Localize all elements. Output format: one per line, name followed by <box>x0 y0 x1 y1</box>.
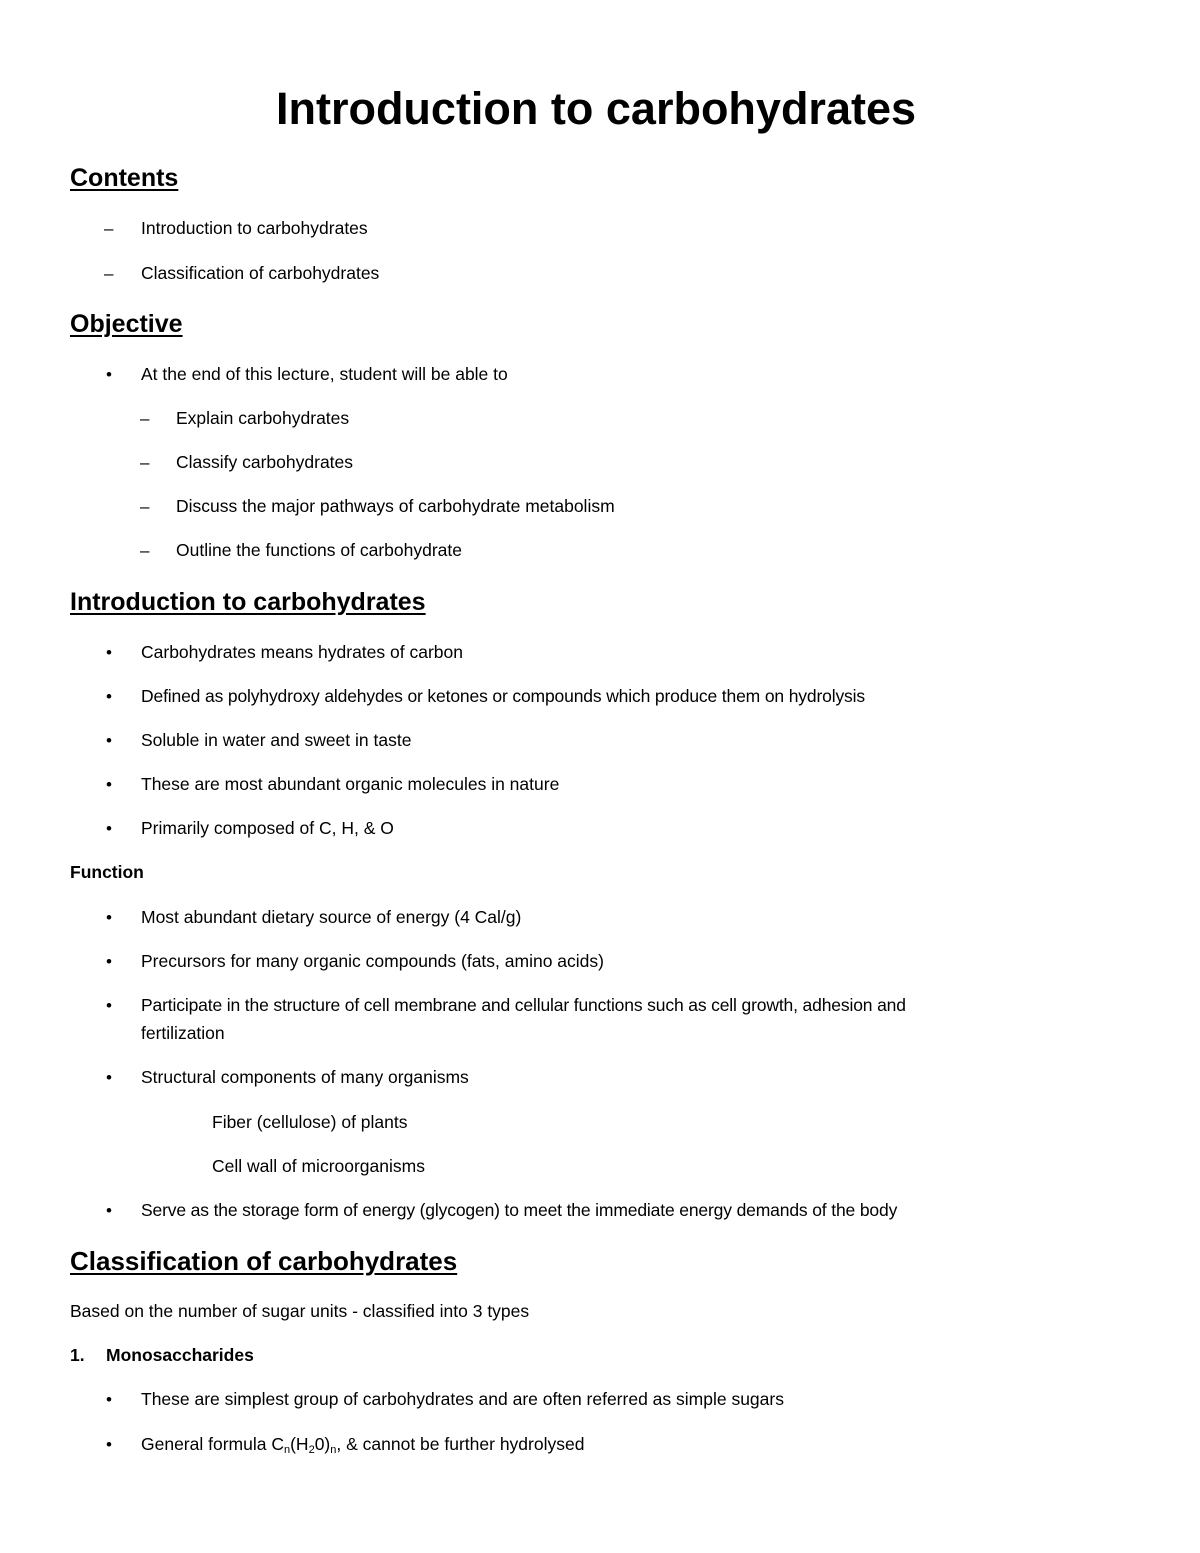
general-formula-line <box>141 1436 584 1454</box>
formula-subscript-n: n <box>283 1444 291 1456</box>
bullet-marker: • <box>106 775 112 794</box>
dash-marker: – <box>104 219 114 238</box>
classification-intro: Based on the number of sugar units - classified into 3 types <box>70 1301 530 1321</box>
contents-heading: Contents <box>70 164 179 192</box>
bullet-marker: • <box>106 819 112 838</box>
objective-item: Explain carbohydrates <box>176 408 350 428</box>
bullet-marker: • <box>106 1201 112 1220</box>
introduction-heading: Introduction to carbohydrates <box>70 588 426 616</box>
objective-item: Classify carbohydrates <box>176 452 354 472</box>
bullet-marker: • <box>106 731 112 750</box>
dash-marker: – <box>140 453 150 472</box>
function-sub-item: Cell wall of microorganisms <box>212 1156 425 1176</box>
dash-marker: – <box>140 541 150 560</box>
contents-item: Classification of carbohydrates <box>141 263 380 283</box>
list-number: 1. <box>70 1345 85 1365</box>
bullet-marker: • <box>106 908 112 927</box>
introduction-item: Carbohydrates means hydrates of carbon <box>141 642 463 662</box>
dash-marker: – <box>140 409 150 428</box>
bullet-marker: • <box>106 1390 112 1409</box>
formula-prefix: General formula C <box>141 1434 284 1454</box>
formula-subscript-2: 2 <box>308 1444 315 1456</box>
dash-marker: – <box>140 497 150 516</box>
objective-lead: At the end of this lecture, student will be able to <box>141 364 508 384</box>
page-title: Introduction to carbohydrates <box>275 83 917 134</box>
formula-part: 0) <box>314 1434 331 1454</box>
introduction-item: Defined as polyhydroxy aldehydes or ketones or compounds which produce them on hydrolysis <box>141 686 866 706</box>
objective-item: Discuss the major pathways of carbohydrate metabolism <box>176 496 615 516</box>
formula-suffix: , & cannot be further hydrolysed <box>336 1434 585 1454</box>
dash-marker: – <box>104 264 114 283</box>
function-item: Precursors for many organic compounds (fats, amino acids) <box>141 951 604 971</box>
formula-subscript-n: n <box>330 1444 337 1456</box>
bullet-marker: • <box>106 365 112 384</box>
classification-heading: Classification of carbohydrates <box>70 1246 458 1276</box>
function-heading: Function <box>70 862 144 882</box>
introduction-item: Soluble in water and sweet in taste <box>141 730 412 750</box>
function-item: Participate in the structure of cell membrane and cellular functions such as cell growth, adhesion and <box>141 995 906 1015</box>
bullet-marker: • <box>106 643 112 662</box>
objective-heading: Objective <box>70 310 183 338</box>
function-item: Structural components of many organisms <box>141 1067 469 1087</box>
bullet-marker: • <box>106 996 112 1015</box>
introduction-item: Primarily composed of C, H, & O <box>141 818 394 838</box>
function-item: Most abundant dietary source of energy (4 Cal/g) <box>141 907 522 927</box>
function-item-continuation: fertilization <box>141 1023 225 1043</box>
objective-item: Outline the functions of carbohydrate <box>176 540 463 560</box>
introduction-item: These are most abundant organic molecules in nature <box>141 774 560 794</box>
formula-part: (H <box>290 1434 309 1454</box>
bullet-marker: • <box>106 1068 112 1087</box>
bullet-marker: • <box>106 952 112 971</box>
monosaccharides-heading: Monosaccharides <box>106 1345 254 1365</box>
bullet-marker: • <box>106 687 112 706</box>
monosaccharides-item: These are simplest group of carbohydrates and are often referred as simple sugars <box>141 1389 784 1409</box>
function-item: Serve as the storage form of energy (glycogen) to meet the immediate energy demands of the body <box>141 1200 898 1220</box>
bullet-marker: • <box>106 1435 112 1454</box>
function-sub-item: Fiber (cellulose) of plants <box>212 1112 408 1132</box>
contents-item: Introduction to carbohydrates <box>141 218 368 238</box>
